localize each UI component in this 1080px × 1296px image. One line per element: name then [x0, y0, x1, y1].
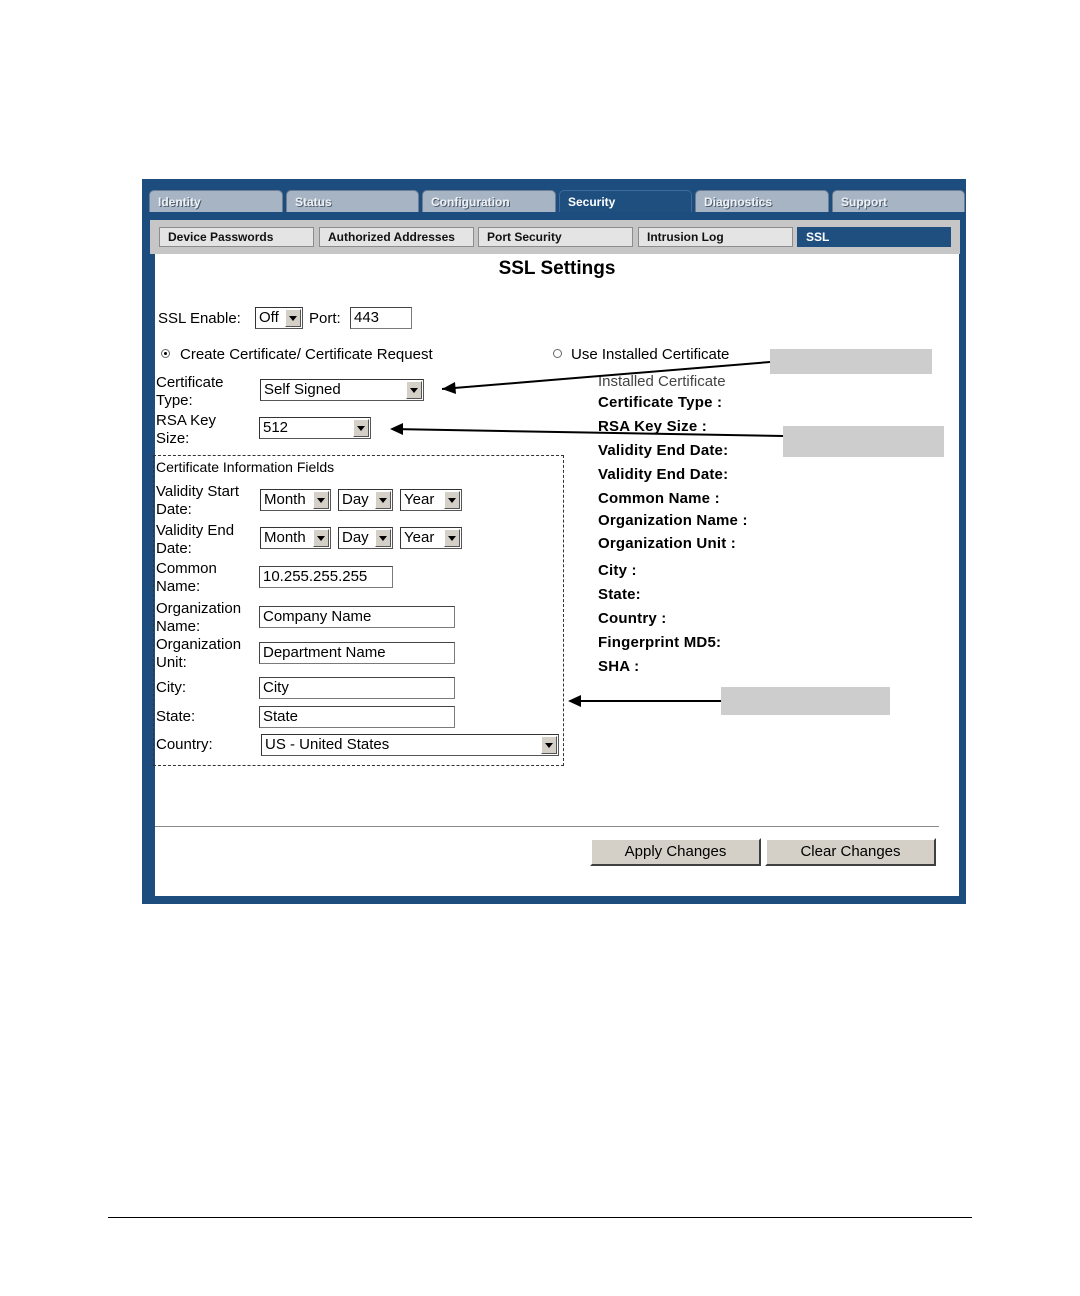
callout-arrow-1-line	[442, 362, 770, 389]
city-input[interactable]: City	[259, 677, 455, 699]
organization-name-label: Organization	[156, 600, 242, 617]
validity-start-label-2: Date:	[156, 501, 192, 518]
month-value: Month	[264, 491, 306, 508]
state-input[interactable]: State	[259, 706, 455, 728]
organization-unit-label: Organization	[156, 636, 242, 653]
ssl-enable-value: Off	[259, 309, 279, 326]
page-footer-rule	[108, 1217, 972, 1218]
apply-changes-button[interactable]: Apply Changes	[590, 838, 761, 866]
cert-type-value: Self Signed	[264, 381, 341, 398]
installed-field-cert-type: Certificate Type :	[598, 394, 723, 411]
port-label: Port:	[309, 310, 341, 327]
tab-support[interactable]: Support	[832, 190, 965, 212]
organization-unit-input[interactable]: Department Name	[259, 642, 455, 664]
installed-field-common-name: Common Name :	[598, 490, 720, 507]
cert-type-label: Certificate	[156, 374, 224, 391]
organization-name-input[interactable]: Company Name	[259, 606, 455, 628]
installed-field-validity-end-1: Validity End Date:	[598, 442, 729, 459]
arrowhead-icon	[442, 382, 456, 394]
installed-field-rsa-key-size: RSA Key Size :	[598, 418, 707, 435]
divider	[155, 826, 939, 827]
clear-changes-button[interactable]: Clear Changes	[765, 838, 936, 866]
use-installed-label: Use Installed Certificate	[571, 346, 730, 363]
subtab-port-security[interactable]: Port Security	[478, 227, 633, 247]
common-name-input[interactable]: 10.255.255.255	[259, 566, 393, 588]
arrowhead-icon	[568, 695, 581, 707]
create-certificate-label: Create Certificate/ Certificate Request	[180, 346, 433, 363]
day-value: Day	[342, 491, 369, 508]
callout-arrow-2-line	[392, 429, 783, 436]
day-value: Day	[342, 529, 369, 546]
tab-diagnostics[interactable]: Diagnostics	[695, 190, 829, 212]
installed-field-validity-end-2: Validity End Date:	[598, 466, 729, 483]
subtab-ssl[interactable]: SSL	[797, 227, 951, 247]
installed-field-country: Country :	[598, 610, 667, 627]
year-value: Year	[404, 529, 435, 546]
rsa-key-label: RSA Key	[156, 412, 217, 429]
country-value: US - United States	[265, 736, 390, 753]
validity-end-label: Validity End	[156, 522, 235, 539]
installed-field-sha: SHA :	[598, 658, 640, 675]
common-name-label: Common	[156, 560, 217, 577]
organization-unit-label-2: Unit:	[156, 654, 187, 671]
page-title: SSL Settings	[498, 258, 616, 279]
tab-identity[interactable]: Identity	[149, 190, 283, 212]
tab-configuration[interactable]: Configuration	[422, 190, 556, 212]
arrowhead-icon	[390, 423, 403, 435]
organization-name-label-2: Name:	[156, 618, 201, 635]
city-label: City:	[156, 679, 186, 696]
country-label: Country:	[156, 736, 213, 753]
subtab-device-passwords[interactable]: Device Passwords	[159, 227, 314, 247]
subtab-authorized-addresses[interactable]: Authorized Addresses	[319, 227, 474, 247]
installed-field-organization-unit: Organization Unit :	[598, 535, 736, 552]
state-label: State:	[156, 708, 196, 725]
tab-status[interactable]: Status	[286, 190, 419, 212]
installed-field-city: City :	[598, 562, 637, 579]
certificate-info-heading: Certificate Information Fields	[156, 459, 335, 475]
installed-field-organization-name: Organization Name :	[598, 512, 748, 529]
cert-type-label-2: Type:	[156, 392, 193, 409]
port-input[interactable]: 443	[350, 307, 412, 329]
validity-start-label: Validity Start	[156, 483, 240, 500]
rsa-key-label-2: Size:	[156, 430, 190, 447]
ssl-enable-label: SSL Enable:	[158, 310, 241, 327]
subtab-intrusion-log[interactable]: Intrusion Log	[638, 227, 793, 247]
rsa-key-value: 512	[263, 419, 289, 436]
installed-field-fingerprint-md5: Fingerprint MD5:	[598, 634, 722, 651]
month-value: Month	[264, 529, 306, 546]
year-value: Year	[404, 491, 435, 508]
validity-end-label-2: Date:	[156, 540, 192, 557]
tab-security[interactable]: Security	[559, 190, 692, 212]
installed-field-state: State:	[598, 586, 641, 603]
common-name-label-2: Name:	[156, 578, 201, 595]
installed-certificate-heading: Installed Certificate	[598, 373, 726, 390]
